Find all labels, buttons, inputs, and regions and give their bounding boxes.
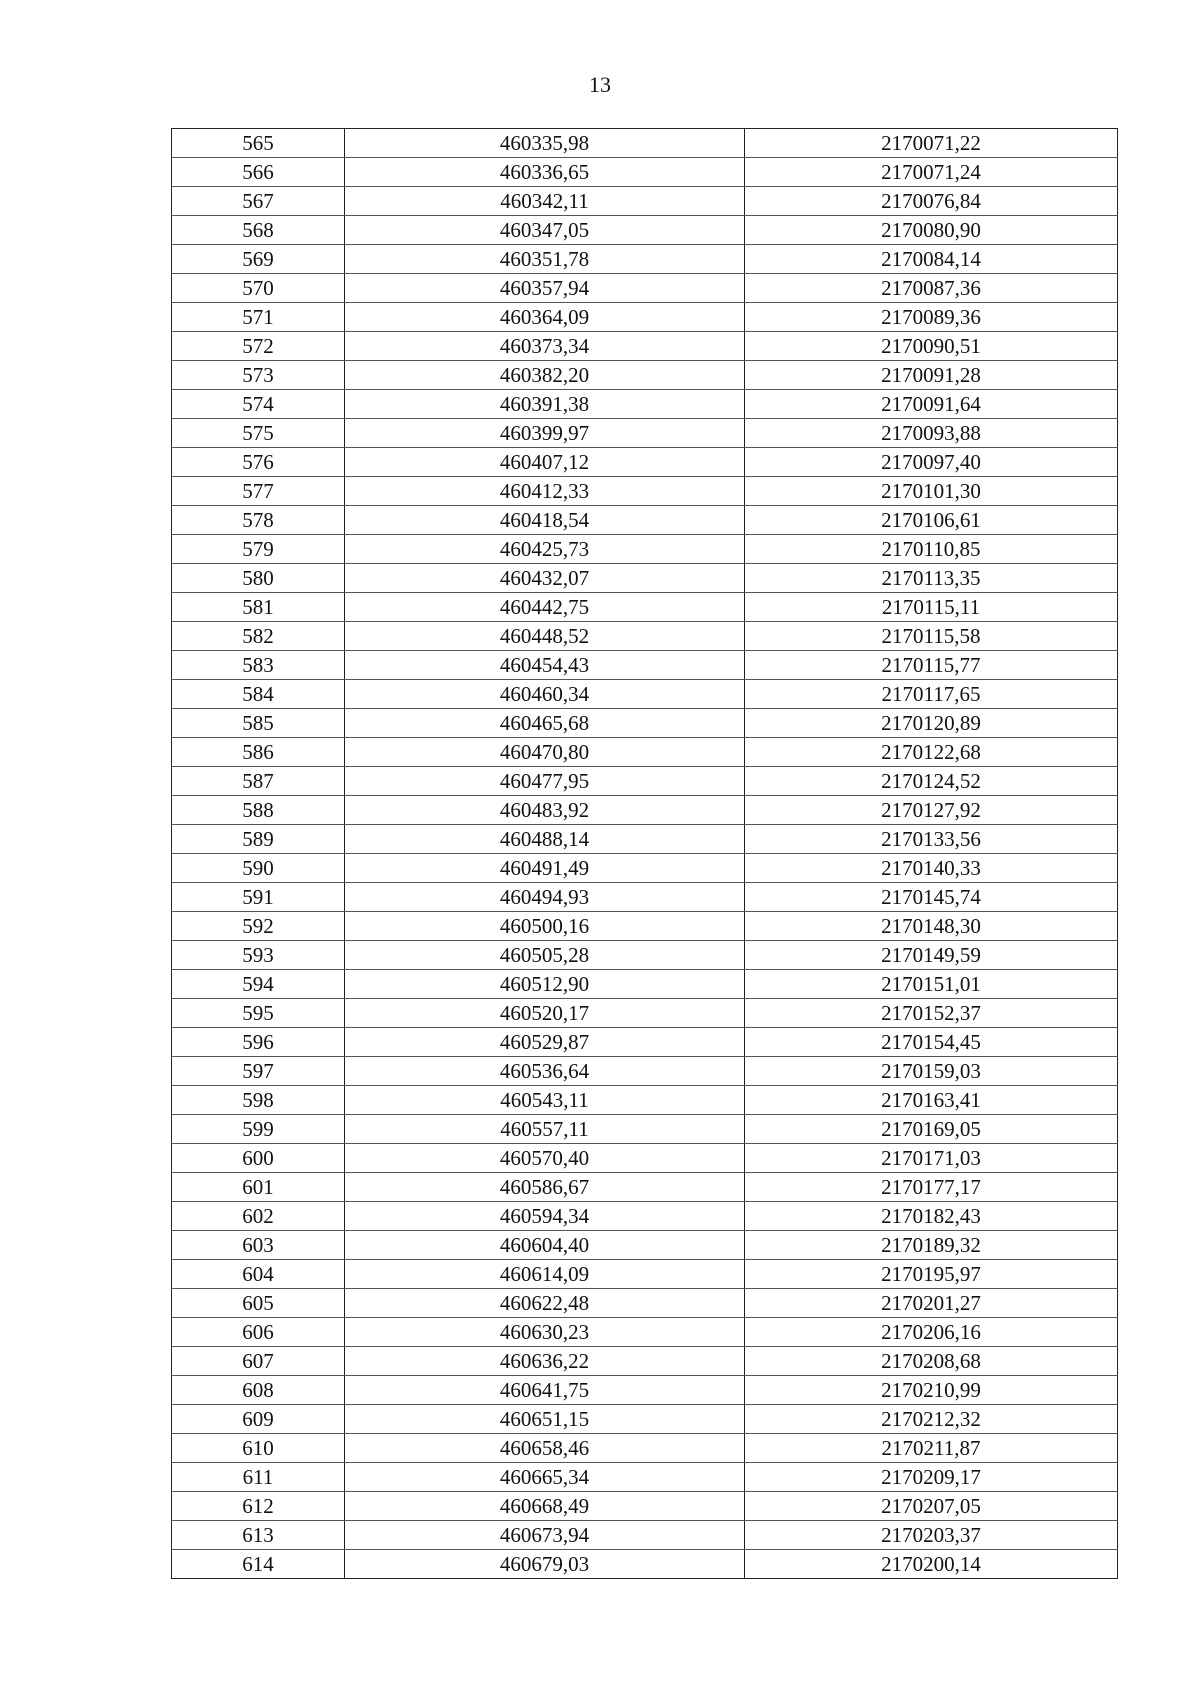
point-number-cell: 572 (172, 332, 345, 361)
y-coordinate-cell: 2170207,05 (745, 1492, 1118, 1521)
x-coordinate-cell: 460399,97 (345, 419, 745, 448)
point-number-cell: 578 (172, 506, 345, 535)
x-coordinate-cell: 460342,11 (345, 187, 745, 216)
x-coordinate-cell: 460460,34 (345, 680, 745, 709)
table-row (172, 1144, 1118, 1173)
table-row (172, 187, 1118, 216)
y-coordinate-cell: 2170169,05 (745, 1115, 1118, 1144)
x-coordinate-cell: 460470,80 (345, 738, 745, 767)
y-coordinate-cell: 2170124,52 (745, 767, 1118, 796)
table-row (172, 1492, 1118, 1521)
point-number-cell: 590 (172, 854, 345, 883)
y-coordinate-cell: 2170091,64 (745, 390, 1118, 419)
table-row (172, 680, 1118, 709)
x-coordinate-cell: 460614,09 (345, 1260, 745, 1289)
table-row (172, 1318, 1118, 1347)
point-number-cell: 603 (172, 1231, 345, 1260)
table-row (172, 767, 1118, 796)
page-number: 13 (589, 72, 611, 97)
table-row (172, 419, 1118, 448)
y-coordinate-cell: 2170115,11 (745, 593, 1118, 622)
x-coordinate-cell: 460418,54 (345, 506, 745, 535)
point-number-cell: 614 (172, 1550, 345, 1579)
point-number-cell: 599 (172, 1115, 345, 1144)
table-row (172, 825, 1118, 854)
x-coordinate-cell: 460512,90 (345, 970, 745, 999)
x-coordinate-cell: 460351,78 (345, 245, 745, 274)
y-coordinate-cell: 2170133,56 (745, 825, 1118, 854)
x-coordinate-cell: 460335,98 (345, 129, 745, 158)
y-coordinate-cell: 2170200,14 (745, 1550, 1118, 1579)
x-coordinate-cell: 460432,07 (345, 564, 745, 593)
x-coordinate-cell: 460594,34 (345, 1202, 745, 1231)
x-coordinate-cell: 460494,93 (345, 883, 745, 912)
y-coordinate-cell: 2170071,24 (745, 158, 1118, 187)
y-coordinate-cell: 2170208,68 (745, 1347, 1118, 1376)
point-number-cell: 596 (172, 1028, 345, 1057)
point-number-cell: 613 (172, 1521, 345, 1550)
point-number-cell: 566 (172, 158, 345, 187)
x-coordinate-cell: 460673,94 (345, 1521, 745, 1550)
table-row (172, 1434, 1118, 1463)
table-row (172, 390, 1118, 419)
x-coordinate-cell: 460373,34 (345, 332, 745, 361)
y-coordinate-cell: 2170110,85 (745, 535, 1118, 564)
point-number-cell: 607 (172, 1347, 345, 1376)
x-coordinate-cell: 460557,11 (345, 1115, 745, 1144)
x-coordinate-cell: 460407,12 (345, 448, 745, 477)
point-number-cell: 573 (172, 361, 345, 390)
x-coordinate-cell: 460651,15 (345, 1405, 745, 1434)
point-number-cell: 582 (172, 622, 345, 651)
y-coordinate-cell: 2170203,37 (745, 1521, 1118, 1550)
table-row (172, 1463, 1118, 1492)
point-number-cell: 610 (172, 1434, 345, 1463)
y-coordinate-cell: 2170115,77 (745, 651, 1118, 680)
point-number-cell: 601 (172, 1173, 345, 1202)
point-number-cell: 565 (172, 129, 345, 158)
table-row (172, 1376, 1118, 1405)
point-number-cell: 584 (172, 680, 345, 709)
y-coordinate-cell: 2170117,65 (745, 680, 1118, 709)
y-coordinate-cell: 2170212,32 (745, 1405, 1118, 1434)
point-number-cell: 604 (172, 1260, 345, 1289)
x-coordinate-cell: 460336,65 (345, 158, 745, 187)
table-row (172, 709, 1118, 738)
table-row (172, 593, 1118, 622)
table-row (172, 216, 1118, 245)
x-coordinate-cell: 460442,75 (345, 593, 745, 622)
point-number-cell: 586 (172, 738, 345, 767)
y-coordinate-cell: 2170122,68 (745, 738, 1118, 767)
y-coordinate-cell: 2170171,03 (745, 1144, 1118, 1173)
y-coordinate-cell: 2170151,01 (745, 970, 1118, 999)
y-coordinate-cell: 2170154,45 (745, 1028, 1118, 1057)
y-coordinate-cell: 2170089,36 (745, 303, 1118, 332)
x-coordinate-cell: 460604,40 (345, 1231, 745, 1260)
table-row (172, 854, 1118, 883)
x-coordinate-cell: 460491,49 (345, 854, 745, 883)
x-coordinate-cell: 460636,22 (345, 1347, 745, 1376)
y-coordinate-cell: 2170113,35 (745, 564, 1118, 593)
x-coordinate-cell: 460425,73 (345, 535, 745, 564)
x-coordinate-cell: 460622,48 (345, 1289, 745, 1318)
point-number-cell: 569 (172, 245, 345, 274)
point-number-cell: 592 (172, 912, 345, 941)
y-coordinate-cell: 2170076,84 (745, 187, 1118, 216)
table-row (172, 738, 1118, 767)
table-row (172, 448, 1118, 477)
x-coordinate-cell: 460347,05 (345, 216, 745, 245)
x-coordinate-cell: 460483,92 (345, 796, 745, 825)
table-row (172, 1173, 1118, 1202)
table-row (172, 274, 1118, 303)
x-coordinate-cell: 460477,95 (345, 767, 745, 796)
y-coordinate-cell: 2170148,30 (745, 912, 1118, 941)
point-number-cell: 567 (172, 187, 345, 216)
x-coordinate-cell: 460586,67 (345, 1173, 745, 1202)
y-coordinate-cell: 2170211,87 (745, 1434, 1118, 1463)
x-coordinate-cell: 460658,46 (345, 1434, 745, 1463)
x-coordinate-cell: 460412,33 (345, 477, 745, 506)
y-coordinate-cell: 2170189,32 (745, 1231, 1118, 1260)
point-number-cell: 571 (172, 303, 345, 332)
y-coordinate-cell: 2170106,61 (745, 506, 1118, 535)
x-coordinate-cell: 460520,17 (345, 999, 745, 1028)
x-coordinate-cell: 460382,20 (345, 361, 745, 390)
point-number-cell: 581 (172, 593, 345, 622)
x-coordinate-cell: 460570,40 (345, 1144, 745, 1173)
y-coordinate-cell: 2170206,16 (745, 1318, 1118, 1347)
point-number-cell: 597 (172, 1057, 345, 1086)
point-number-cell: 609 (172, 1405, 345, 1434)
coordinates-table (171, 128, 1118, 1579)
x-coordinate-cell: 460543,11 (345, 1086, 745, 1115)
table-row (172, 506, 1118, 535)
table-row (172, 1289, 1118, 1318)
table-row (172, 1521, 1118, 1550)
point-number-cell: 568 (172, 216, 345, 245)
table-row (172, 912, 1118, 941)
x-coordinate-cell: 460465,68 (345, 709, 745, 738)
table-row (172, 622, 1118, 651)
point-number-cell: 576 (172, 448, 345, 477)
table-row (172, 564, 1118, 593)
y-coordinate-cell: 2170177,17 (745, 1173, 1118, 1202)
point-number-cell: 575 (172, 419, 345, 448)
y-coordinate-cell: 2170090,51 (745, 332, 1118, 361)
point-number-cell: 611 (172, 1463, 345, 1492)
table-row (172, 1115, 1118, 1144)
x-coordinate-cell: 460630,23 (345, 1318, 745, 1347)
table-row (172, 941, 1118, 970)
table-row (172, 1086, 1118, 1115)
point-number-cell: 600 (172, 1144, 345, 1173)
point-number-cell: 606 (172, 1318, 345, 1347)
y-coordinate-cell: 2170195,97 (745, 1260, 1118, 1289)
table-row (172, 1231, 1118, 1260)
table-row (172, 1405, 1118, 1434)
x-coordinate-cell: 460500,16 (345, 912, 745, 941)
y-coordinate-cell: 2170071,22 (745, 129, 1118, 158)
point-number-cell: 579 (172, 535, 345, 564)
table-row (172, 158, 1118, 187)
point-number-cell: 612 (172, 1492, 345, 1521)
x-coordinate-cell: 460665,34 (345, 1463, 745, 1492)
point-number-cell: 583 (172, 651, 345, 680)
table-row (172, 477, 1118, 506)
point-number-cell: 588 (172, 796, 345, 825)
point-number-cell: 580 (172, 564, 345, 593)
point-number-cell: 594 (172, 970, 345, 999)
y-coordinate-cell: 2170093,88 (745, 419, 1118, 448)
table-row (172, 1347, 1118, 1376)
y-coordinate-cell: 2170182,43 (745, 1202, 1118, 1231)
point-number-cell: 605 (172, 1289, 345, 1318)
x-coordinate-cell: 460668,49 (345, 1492, 745, 1521)
point-number-cell: 602 (172, 1202, 345, 1231)
y-coordinate-cell: 2170115,58 (745, 622, 1118, 651)
table-row (172, 651, 1118, 680)
y-coordinate-cell: 2170087,36 (745, 274, 1118, 303)
point-number-cell: 574 (172, 390, 345, 419)
x-coordinate-cell: 460364,09 (345, 303, 745, 332)
point-number-cell: 577 (172, 477, 345, 506)
table-row (172, 129, 1118, 158)
table-row (172, 361, 1118, 390)
point-number-cell: 589 (172, 825, 345, 854)
x-coordinate-cell: 460679,03 (345, 1550, 745, 1579)
x-coordinate-cell: 460391,38 (345, 390, 745, 419)
point-number-cell: 595 (172, 999, 345, 1028)
y-coordinate-cell: 2170210,99 (745, 1376, 1118, 1405)
x-coordinate-cell: 460448,52 (345, 622, 745, 651)
x-coordinate-cell: 460357,94 (345, 274, 745, 303)
table-row (172, 245, 1118, 274)
table-row (172, 1550, 1118, 1579)
y-coordinate-cell: 2170149,59 (745, 941, 1118, 970)
table-row (172, 796, 1118, 825)
x-coordinate-cell: 460641,75 (345, 1376, 745, 1405)
table-row (172, 999, 1118, 1028)
y-coordinate-cell: 2170101,30 (745, 477, 1118, 506)
point-number-cell: 587 (172, 767, 345, 796)
y-coordinate-cell: 2170152,37 (745, 999, 1118, 1028)
y-coordinate-cell: 2170140,33 (745, 854, 1118, 883)
point-number-cell: 591 (172, 883, 345, 912)
x-coordinate-cell: 460505,28 (345, 941, 745, 970)
table-row (172, 1057, 1118, 1086)
table-row (172, 332, 1118, 361)
table-row (172, 535, 1118, 564)
x-coordinate-cell: 460488,14 (345, 825, 745, 854)
y-coordinate-cell: 2170091,28 (745, 361, 1118, 390)
y-coordinate-cell: 2170080,90 (745, 216, 1118, 245)
x-coordinate-cell: 460529,87 (345, 1028, 745, 1057)
table-row (172, 1260, 1118, 1289)
table-row (172, 303, 1118, 332)
point-number-cell: 570 (172, 274, 345, 303)
y-coordinate-cell: 2170145,74 (745, 883, 1118, 912)
table-row (172, 970, 1118, 999)
y-coordinate-cell: 2170084,14 (745, 245, 1118, 274)
y-coordinate-cell: 2170097,40 (745, 448, 1118, 477)
table-row (172, 883, 1118, 912)
point-number-cell: 585 (172, 709, 345, 738)
table-row (172, 1028, 1118, 1057)
y-coordinate-cell: 2170127,92 (745, 796, 1118, 825)
point-number-cell: 593 (172, 941, 345, 970)
point-number-cell: 608 (172, 1376, 345, 1405)
y-coordinate-cell: 2170159,03 (745, 1057, 1118, 1086)
x-coordinate-cell: 460536,64 (345, 1057, 745, 1086)
y-coordinate-cell: 2170163,41 (745, 1086, 1118, 1115)
table-row (172, 1202, 1118, 1231)
x-coordinate-cell: 460454,43 (345, 651, 745, 680)
y-coordinate-cell: 2170201,27 (745, 1289, 1118, 1318)
y-coordinate-cell: 2170120,89 (745, 709, 1118, 738)
point-number-cell: 598 (172, 1086, 345, 1115)
coordinates-table-body (172, 129, 1118, 1579)
y-coordinate-cell: 2170209,17 (745, 1463, 1118, 1492)
